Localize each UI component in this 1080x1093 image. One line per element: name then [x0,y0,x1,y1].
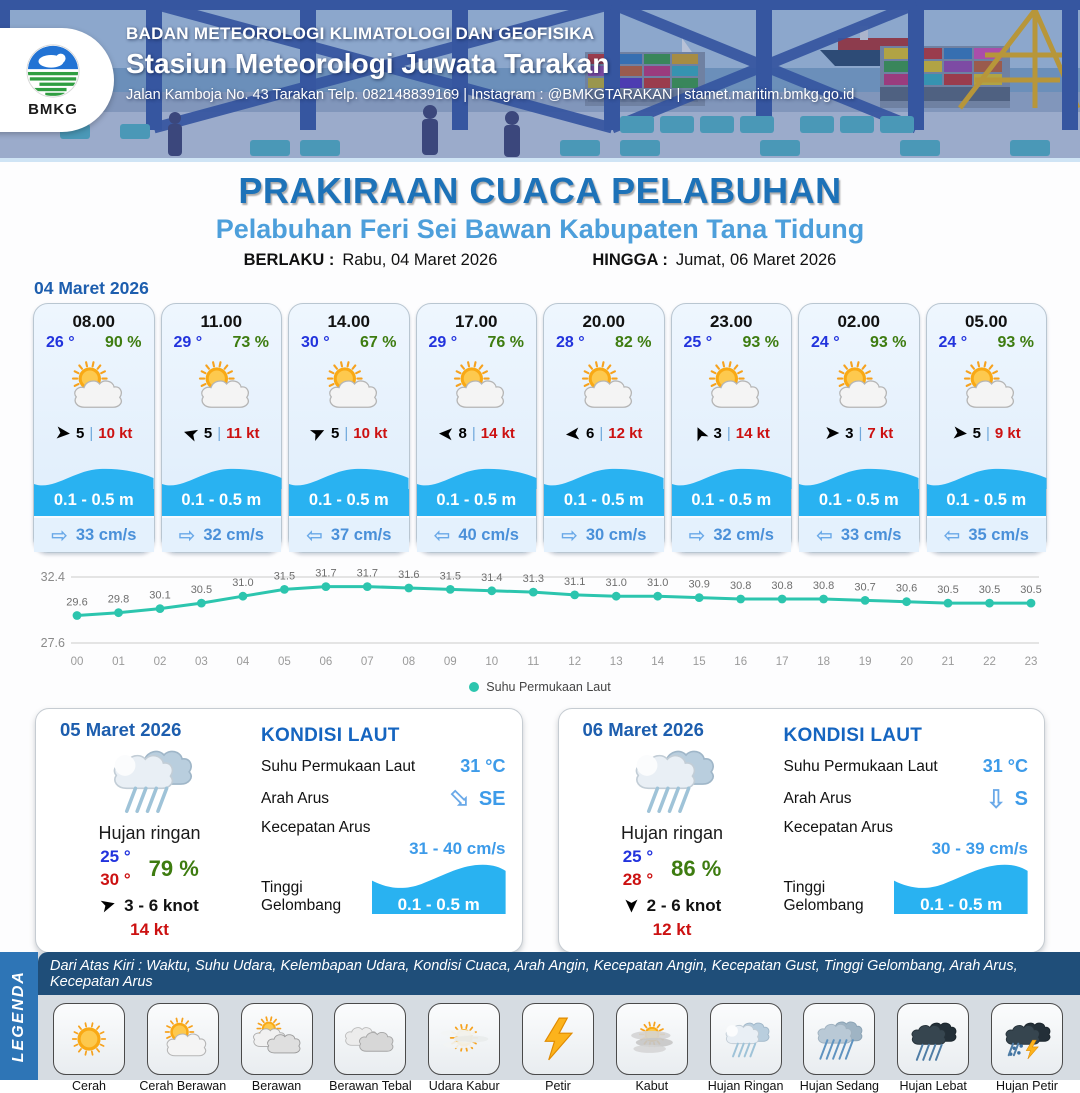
wind-speed: 3 [845,424,854,442]
current-row [417,516,537,552]
current-direction-icon: ⇦ [943,523,961,547]
svg-text:30.7: 30.7 [854,581,876,594]
forecast-time: 20.00 [582,312,626,331]
weather-icon-cerah-berawan [34,354,154,420]
current-direction-icon: ⇨ [561,523,578,547]
wind-direction-icon: ➤ [179,420,202,447]
humidity: 90 % [105,334,142,351]
svg-text:31.5: 31.5 [439,570,462,583]
current-direction-value: SE [478,787,506,810]
wave-height: 0.1 - 0.5 m [946,491,1027,509]
chart-legend [33,680,1047,694]
day-summary-card [558,708,1046,953]
svg-text:31.0: 31.0 [232,577,254,590]
wind-speed: 5 [972,424,981,442]
wind-gust: 10 kt [98,424,133,442]
sst-value: 31 °C [460,756,506,776]
hingga-value: Jumat, 06 Maret 2026 [675,251,837,269]
wind-gust: 10 kt [353,424,388,442]
wave-band [34,465,154,516]
svg-text:09: 09 [443,656,457,668]
weather-icon-cerah-berawan [417,354,537,420]
legend-item [232,1003,322,1093]
current-direction-icon: ⇦ [433,523,451,547]
hujan-sedang-icon [803,1003,875,1075]
svg-text:17: 17 [775,656,789,668]
wind-gust: 14 kt [130,919,169,939]
air-temperature: 30 ° [301,334,330,351]
day-date: 06 Maret 2026 [582,719,704,740]
air-temperature: 26 ° [46,334,75,351]
wind-direction-icon: ➤ [686,421,714,446]
legend-marker-icon [469,682,479,692]
current-direction-label: Arah Arus [261,790,330,807]
weather-condition: Hujan ringan [98,823,201,843]
wind-direction-icon: ➤ [564,421,582,446]
wind-speed: 8 [458,424,467,442]
wave-band [799,465,919,516]
svg-text:12: 12 [568,656,582,668]
kabut-icon [616,1003,688,1075]
current-speed: 40 cm/s [458,525,519,544]
hujan-ringan-icon [710,1003,782,1075]
forecast-card [288,303,410,553]
page-title: PRAKIRAAN CUACA PELABUHAN [238,170,842,211]
svg-text:19: 19 [858,656,872,668]
wind-speed: 6 [585,424,595,442]
forecast-cards-row [33,303,1047,553]
legend-item [982,1003,1072,1093]
current-direction-icon: ⇨ [178,523,196,547]
wind-direction-icon: ➤ [436,422,455,445]
humidity: 76 % [487,334,524,351]
berlaku-value: Rabu, 04 Maret 2026 [342,251,498,269]
legend-item-label: Hujan Petir [996,1079,1058,1093]
current-direction-value: S [1014,787,1028,810]
temp-max: 30 ° [100,869,131,889]
legend-items [38,995,1080,1093]
legend-item [138,1003,228,1093]
forecast-time: 11.00 [200,312,243,331]
current-speed-label: Kecepatan Arus [783,819,893,836]
bmkg-logo-text: BMKG [28,101,78,118]
wind-direction-icon: ➤ [950,420,969,445]
day-summary-cards [35,708,1045,953]
validity-line [0,251,1080,270]
berlaku-label: BERLAKU : [243,251,335,269]
wind-speed: 5 [75,424,85,442]
weather-icon-cerah-berawan [799,354,919,420]
wave-height: 0.1 - 0.5 m [436,491,517,509]
svg-text:18: 18 [817,656,830,668]
svg-text:22: 22 [983,656,996,668]
wind-direction-icon: ➤ [305,419,330,446]
legend-heading-band [0,952,38,1080]
station-address: Jalan Kamboja No. 43 Tarakan Telp. 082148839169 | Instagram : @BMKGTARAKAN | stamet.maritim.bmkg.go.id [126,87,855,103]
wind-gust: 12 kt [608,424,643,442]
svg-text:30.5: 30.5 [937,584,959,597]
svg-text:31.1: 31.1 [563,575,586,588]
bmkg-logo [0,28,114,132]
udara-kabur-icon [428,1003,500,1075]
svg-text:30.8: 30.8 [812,580,835,592]
current-row [34,516,154,552]
svg-text:03: 03 [195,656,208,668]
separator: | [89,424,94,442]
legend-item [325,1003,415,1093]
forecast-time: 08.00 [72,312,116,331]
current-direction-icon: ⇨ [980,788,1011,810]
forecast-card [926,303,1048,553]
svg-text:02: 02 [153,656,167,668]
svg-text:20: 20 [900,656,913,668]
weather-icon-cerah-berawan [289,354,409,420]
day-date: 05 Maret 2026 [60,719,182,740]
wind-range: 3 - 6 knot [124,895,199,915]
temp-min: 25 ° [622,847,654,866]
wind-direction-icon: ➤ [54,420,72,445]
wind-row [162,420,282,446]
svg-text:01: 01 [112,656,125,668]
svg-text:04: 04 [236,656,250,668]
separator: | [471,424,476,442]
legend-item [888,1003,978,1093]
svg-text:07: 07 [360,656,374,668]
separator: | [344,424,349,442]
legend-item [701,1003,791,1093]
weather-icon-cerah-berawan [544,354,664,420]
wind-direction-icon: ➤ [620,897,643,914]
separator: | [986,424,990,442]
svg-text:31.0: 31.0 [646,577,669,590]
svg-text:06: 06 [319,656,333,668]
legend-item-label: Hujan Sedang [799,1079,879,1093]
wind-gust: 7 kt [867,424,894,442]
wave-height-box [372,863,506,921]
legend-item-label: Cerah [71,1079,107,1093]
svg-text:30.9: 30.9 [688,578,710,591]
svg-text:30.6: 30.6 [895,582,918,595]
svg-text:27.6: 27.6 [40,636,65,650]
svg-text:30.8: 30.8 [729,580,752,592]
wave-height: 0.1 - 0.5 m [563,491,644,509]
wind-row [927,420,1047,446]
current-speed-value: 31 - 40 cm/s [409,839,506,858]
svg-text:14: 14 [651,656,665,668]
legend-item [607,1003,697,1093]
wave-height-label: Tinggi Gelombang [261,879,342,914]
wind-range: 2 - 6 knot [646,895,722,915]
current-speed: 33 cm/s [840,525,902,544]
wave-height-label: Tinggi Gelombang [783,879,864,914]
sea-temp-chart [33,561,1047,694]
svg-text:21: 21 [941,656,955,668]
svg-text:29.8: 29.8 [107,593,130,606]
svg-text:31.5: 31.5 [273,570,296,583]
air-temperature: 25 ° [683,334,713,351]
humidity: 93 % [870,334,907,351]
wave-band [289,465,409,516]
petir-icon [522,1003,594,1075]
forecast-card [671,303,793,553]
svg-text:30.1: 30.1 [149,589,171,602]
humidity: 82 % [615,334,652,351]
wind-gust: 14 kt [480,424,515,442]
current-speed-value: 30 - 39 cm/s [931,839,1028,858]
wind-row [289,420,409,446]
humidity: 67 % [360,334,397,351]
separator: | [217,424,222,442]
wave-height: 0.1 - 0.5 m [308,491,389,509]
wind-speed: 5 [330,424,340,442]
legend-item [794,1003,884,1093]
current-direction-icon: ⇦ [816,523,833,547]
svg-text:29.6: 29.6 [66,596,88,609]
day-summary-card [35,708,523,953]
current-direction-icon: ⇦ [306,523,323,547]
current-speed-label: Kecepatan Arus [261,819,371,836]
page-subtitle: Pelabuhan Feri Sei Bawan Kabupaten Tana Tidung [215,214,865,244]
forecast-card [161,303,283,553]
legend-note: Dari Atas Kiri : Waktu, Suhu Udara, Kelembapan Udara, Kondisi Cuaca, Arah Angin, Kecepatan Angin, Kecepatan Gust, Tinggi Gelombang, Arah Arus, Kecepatan Arus [38,952,1080,995]
bmkg-logo-icon [24,42,82,100]
forecast-time: 14.00 [327,312,371,331]
svg-text:23: 23 [1024,656,1038,668]
svg-text:31.7: 31.7 [315,567,337,580]
wave-height: 0.1 - 0.5 m [53,491,134,509]
weather-icon-hujan-ringan [620,737,724,823]
humidity: 73 % [232,334,269,351]
legend-item-label: Petir [545,1079,571,1093]
svg-text:16: 16 [734,656,748,668]
header [0,0,1080,158]
weather-icon-cerah-berawan [162,354,282,420]
svg-text:11: 11 [527,656,540,668]
svg-text:10: 10 [485,656,499,668]
wind-gust: 14 kt [735,424,770,442]
forecast-card [416,303,538,553]
wave-height-box [894,863,1028,921]
air-temperature: 28 ° [556,334,585,351]
current-row [927,516,1047,552]
kondisi-laut-heading: KONDISI LAUT [261,725,400,746]
svg-text:31.4: 31.4 [481,571,503,584]
svg-text:30.8: 30.8 [771,580,793,592]
separator: | [599,424,604,442]
humidity: 86 % [671,855,722,881]
legend-heading: LEGENDA [10,969,27,1063]
forecast-time: 05.00 [964,312,1008,331]
wind-speed: 5 [203,424,213,442]
forecast-time: 23.00 [709,312,753,331]
wave-band [672,465,792,516]
legend-item-label: Berawan [251,1079,302,1093]
berawan-icon [241,1003,313,1075]
separator: | [726,424,731,442]
svg-text:32.4: 32.4 [40,570,65,584]
svg-text:30.5: 30.5 [978,584,1001,597]
wave-height: 0.1 - 0.5 m [181,491,262,509]
svg-text:00: 00 [70,656,84,668]
wind-row [799,420,919,446]
current-direction-icon: ⇨ [688,523,706,547]
sst-value: 31 °C [982,756,1028,776]
cerah-icon [53,1003,125,1075]
chart-svg [33,561,1047,673]
wind-direction-icon: ➤ [97,892,119,919]
legend-item-label: Berawan Tebal [329,1079,412,1093]
cerah-berawan-icon [147,1003,219,1075]
sst-label: Suhu Permukaan Laut [783,757,938,775]
current-speed: 30 cm/s [585,525,647,544]
weather-icon-cerah-berawan [927,354,1047,420]
wave-band [544,465,664,516]
wave-band [162,465,282,516]
legend-item-label: Hujan Ringan [707,1079,784,1093]
station-name: Stasiun Meteorologi Juwata Tarakan [126,48,610,79]
current-row [799,516,919,552]
separator: | [858,424,863,442]
wind-row [672,420,792,446]
agency-name: BADAN METEOROLOGI KLIMATOLOGI DAN GEOFISIKA [126,24,595,43]
weather-icon-cerah-berawan [672,354,792,420]
current-speed: 32 cm/s [713,525,774,544]
weather-condition: Hujan ringan [620,823,724,843]
svg-text:30.5: 30.5 [1020,584,1042,597]
forecast-time: 02.00 [837,312,881,331]
wave-band [417,465,537,516]
wave-height: 0.1 - 0.5 m [691,491,772,509]
current-direction-icon: ⇨ [51,523,68,547]
current-direction-label: Arah Arus [783,790,852,807]
wind-gust: 9 kt [994,424,1021,442]
wind-gust: 11 kt [226,424,260,442]
humidity: 79 % [148,855,199,881]
current-speed: 37 cm/s [330,525,392,544]
svg-text:08: 08 [402,656,416,668]
weather-icon-hujan-ringan [98,737,202,823]
svg-text:31.6: 31.6 [398,569,420,581]
current-direction-icon: ⇨ [441,780,479,818]
wave-height-value: 0.1 - 0.5 m [397,895,480,914]
legend-item [44,1003,134,1093]
legend-item [419,1003,509,1093]
hujan-petir-icon [991,1003,1063,1075]
air-temperature: 24 ° [938,334,968,351]
air-temperature: 24 ° [811,334,840,351]
air-temperature: 29 ° [428,334,458,351]
svg-text:30.5: 30.5 [190,584,213,597]
wind-row [544,420,664,446]
legend-item-label: Cerah Berawan [139,1079,227,1093]
svg-text:05: 05 [278,656,291,668]
current-speed: 35 cm/s [968,525,1029,544]
current-row [544,516,664,552]
wind-row [417,420,537,446]
current-speed: 33 cm/s [75,525,137,544]
hujan-lebat-icon [897,1003,969,1075]
forecast-card [33,303,155,553]
wind-row [34,420,154,446]
header-divider [0,158,1080,162]
forecast-card [798,303,920,553]
wind-speed: 3 [713,424,722,442]
kondisi-laut-heading: KONDISI LAUT [783,725,923,746]
svg-text:31.7: 31.7 [356,567,379,580]
berawan-tebal-icon [334,1003,406,1075]
svg-text:31.0: 31.0 [605,577,627,590]
sst-label: Suhu Permukaan Laut [261,757,416,775]
wave-height-value: 0.1 - 0.5 m [920,895,1003,914]
legend-item-label: Hujan Lebat [899,1079,967,1093]
wind-direction-icon: ➤ [824,421,841,444]
svg-text:31.3: 31.3 [522,573,545,586]
svg-text:15: 15 [692,656,706,668]
humidity: 93 % [997,334,1034,351]
forecast-date-label: 04 Maret 2026 [34,278,149,298]
current-row [289,516,409,552]
legend-item-label: Udara Kabur [428,1079,500,1093]
hingga-label: HINGGA : [592,251,668,269]
legend-item [513,1003,603,1093]
air-temperature: 29 ° [173,334,203,351]
wave-height: 0.1 - 0.5 m [818,491,899,509]
humidity: 93 % [742,334,779,351]
current-row [162,516,282,552]
temp-min: 25 ° [100,847,131,866]
current-row [672,516,792,552]
forecast-card [543,303,665,553]
forecast-time: 17.00 [454,312,498,331]
wind-gust: 12 kt [652,919,692,939]
legend-strip [0,952,1080,1093]
legend-label: Suhu Permukaan Laut [486,680,611,694]
wave-band [927,465,1047,516]
temp-max: 28 ° [622,869,654,889]
legend-item-label: Kabut [635,1079,669,1093]
svg-text:13: 13 [609,656,623,668]
current-speed: 32 cm/s [203,525,264,544]
